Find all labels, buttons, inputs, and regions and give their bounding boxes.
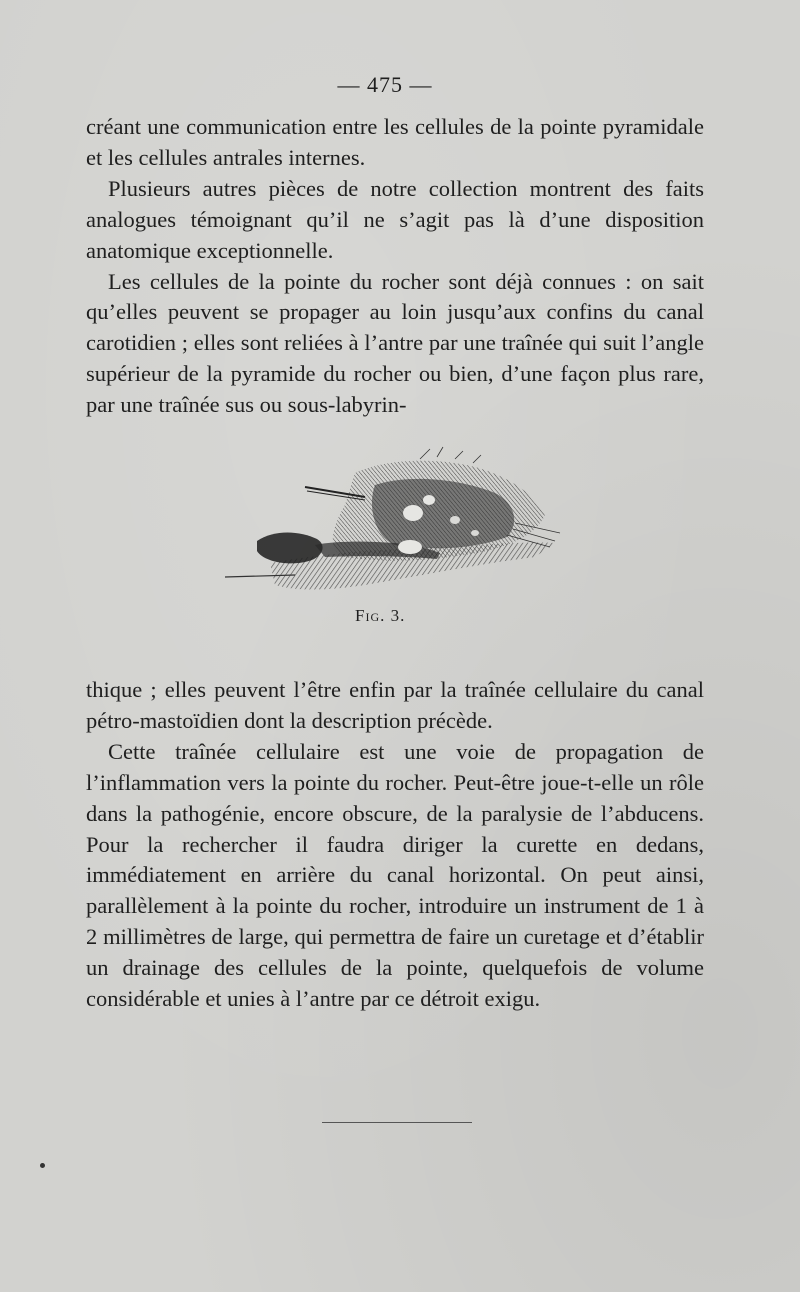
anatomical-illustration bbox=[215, 445, 575, 615]
figure-caption: Fig. 3. bbox=[355, 606, 406, 625]
paragraph: thique ; elles peuvent l’être enfin par la traînée cellulaire du canal pétro-mastoïdien dont la description précède. bbox=[86, 677, 704, 733]
section-end-rule bbox=[322, 1122, 472, 1123]
paragraph: Les cellules de la pointe du rocher sont déjà connues : on sait qu’elles peuvent se propager au loin jusqu’aux confins du canal carotidien ; elles sont reliées à l’antre par une traînée qui suit l’angle supérieur de la pyramide du rocher ou bien, d’une façon plus rare, par une traînée sus ou sous-labyrin- bbox=[86, 268, 704, 418]
text-block-bottom bbox=[86, 675, 704, 1015]
paragraph: Plusieurs autres pièces de notre collection montrent des faits analogues témoignant qu’il ne s’agit pas là d’une disposition anatomique exceptionnelle. bbox=[86, 175, 704, 263]
text-block-top bbox=[86, 112, 704, 421]
page-number: — 475 — bbox=[337, 72, 433, 97]
paragraph: Cette traînée cellulaire est une voie de propagation de l’inflammation vers la pointe du rocher. Peut-être joue-t-elle un rôle dans la pathogénie, encore obscure, de la paralysie de l’abducens. Pour la rechercher il faudra diriger la curette en dedans, immédiatement en arrière du canal horizontal. On peut ainsi, parallèlement à la pointe du rocher, introduire un instrument de 1 à 2 millimètres de large, qui permettra de faire un curetage et d’établir un drainage des cellules de la pointe, quelquefois de volume considérable et unies à l’antre par ce détroit exigu. bbox=[86, 738, 704, 1012]
paragraph: créant une communication entre les cellules de la pointe pyramidale et les cellules antrales internes. bbox=[86, 114, 704, 170]
paper-speck bbox=[40, 1163, 45, 1168]
